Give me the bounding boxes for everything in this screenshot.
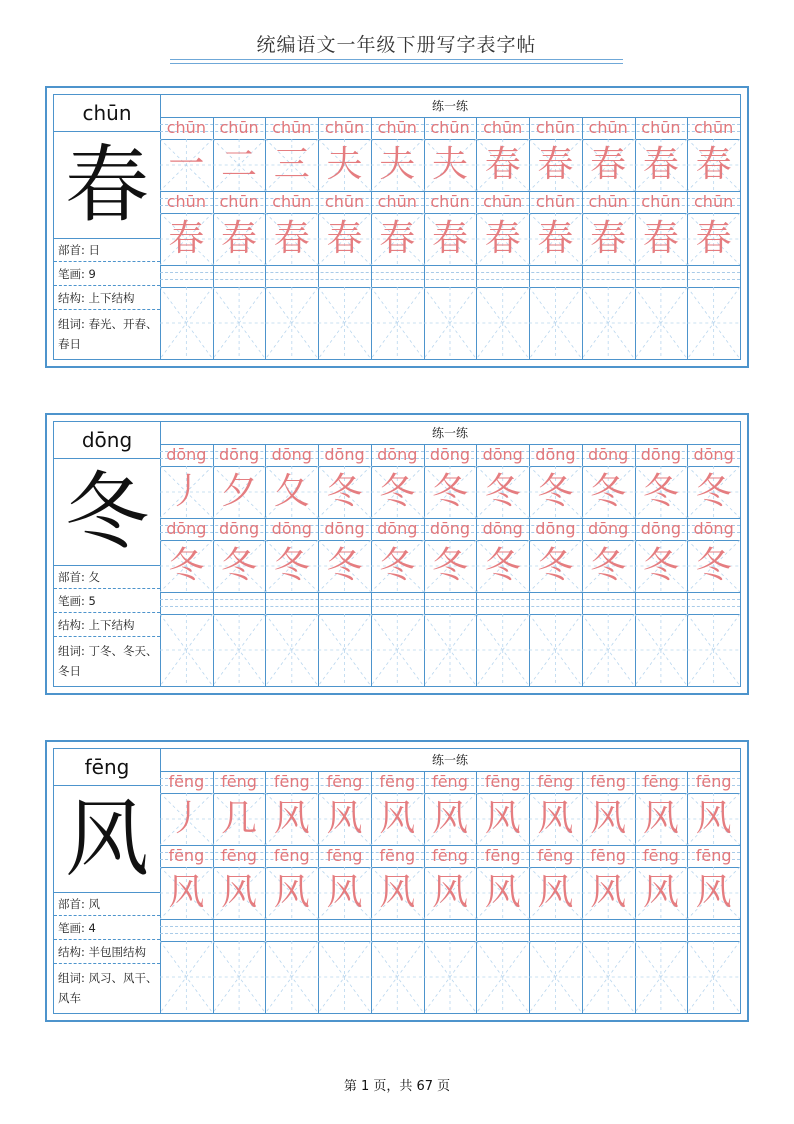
practice-pinyin: fēng [273,772,310,791]
trace-character: 风 [431,872,468,913]
trace-character: 冬 [695,471,732,512]
practice-header: 练一练 [160,422,740,445]
practice-grid [160,771,740,1013]
tianzige-guides [160,287,740,359]
trace-character: 风 [326,872,363,913]
character-card [45,740,749,1022]
trace-character: 夫 [326,144,363,185]
trace-character: 风 [484,798,521,839]
practice-pinyin: chūn [588,118,628,137]
practice-pinyin: chūn [324,192,365,211]
radical-label: 部首: 风 [54,892,160,916]
trace-character: 冬 [642,545,679,586]
practice-area [160,422,740,686]
trace-character: 春 [537,144,574,185]
practice-pinyin: fēng [273,846,310,865]
character-card [45,86,749,368]
trace-character: 春 [642,218,679,259]
trace-character: 冬 [484,471,521,512]
trace-character: 夫 [431,144,468,185]
character-info-panel [54,749,161,1013]
practice-pinyin: fēng [379,846,416,865]
practice-pinyin: fēng [221,772,257,791]
model-character: 冬 [54,459,160,566]
trace-character: 春 [484,218,521,259]
practice-pinyin: fēng [432,846,468,865]
trace-character: 风 [379,872,416,913]
trace-character: 夫 [379,144,416,185]
practice-pinyin: dōng [693,519,734,538]
pinyin-guide-line [160,926,740,927]
structure-label: 结构: 上下结构 [54,613,160,637]
trace-character: 风 [590,798,627,839]
stroke-count-label: 笔画: 9 [54,262,160,286]
model-character: 春 [54,132,160,239]
character-pinyin: dōng [54,422,160,459]
practice-pinyin: dōng [377,445,418,464]
trace-character: 春 [273,218,310,259]
character-info-panel [54,95,161,359]
trace-character: 丿 [168,798,205,839]
practice-pinyin: fēng [590,772,627,791]
trace-character: 风 [695,798,732,839]
practice-pinyin: dōng [588,519,629,538]
radical-label: 部首: 日 [54,238,160,262]
trace-character: 冬 [379,471,416,512]
trace-character: 三 [273,144,310,185]
practice-pinyin: chūn [483,118,523,137]
trace-character: 丿 [168,471,205,512]
trace-character: 冬 [326,545,363,586]
practice-header: 练一练 [160,95,740,118]
practice-pinyin: dōng [535,519,576,538]
title-divider [170,59,623,64]
trace-character: 春 [168,218,205,259]
practice-pinyin: fēng [642,846,679,865]
practice-pinyin: fēng [379,772,416,791]
practice-pinyin: fēng [168,772,205,791]
practice-grid [160,444,740,686]
character-card [45,413,749,695]
tianzige-guides [160,614,740,686]
practice-pinyin: dōng [588,445,629,464]
practice-pinyin: fēng [590,846,627,865]
trace-character: 二 [221,144,258,185]
trace-character: 夂 [273,471,310,512]
practice-pinyin: dōng [271,445,312,464]
trace-character: 风 [537,798,574,839]
practice-pinyin: fēng [537,846,574,865]
pinyin-guide-line [160,272,740,273]
structure-label: 结构: 半包围结构 [54,940,160,964]
trace-character: 冬 [537,471,574,512]
practice-pinyin: dōng [640,445,681,464]
stroke-count-label: 笔画: 4 [54,916,160,940]
trace-character: 风 [168,872,205,913]
trace-character: 春 [431,218,468,259]
character-pinyin: chūn [54,95,160,132]
trace-character: 风 [273,872,310,913]
practice-pinyin: chūn [430,118,470,137]
practice-pinyin: fēng [695,772,732,791]
trace-character: 风 [590,872,627,913]
trace-character: 春 [695,218,732,259]
trace-character: 夕 [221,471,258,512]
trace-character: 冬 [590,545,627,586]
practice-pinyin: chūn [641,118,681,137]
stroke-count-label: 笔画: 5 [54,589,160,613]
practice-pinyin: dōng [429,519,471,538]
practice-pinyin: fēng [221,846,257,865]
trace-character: 风 [326,798,363,839]
practice-pinyin: chūn [694,118,734,137]
trace-character: 春 [642,144,679,185]
pinyin-guide-line [160,279,740,280]
practice-pinyin: fēng [326,846,363,865]
practice-pinyin: dōng [535,445,576,464]
practice-pinyin: dōng [166,445,207,464]
trace-character: 春 [379,218,416,259]
practice-pinyin: chūn [166,192,206,211]
trace-character: 冬 [642,471,679,512]
trace-character: 冬 [379,545,416,586]
trace-character: 风 [484,872,521,913]
trace-character: 冬 [431,471,468,512]
practice-pinyin: fēng [484,846,521,865]
practice-pinyin: chūn [535,192,576,211]
grid-line [160,919,740,920]
practice-pinyin: dōng [482,445,523,464]
trace-character: 一 [168,144,205,185]
practice-area [160,749,740,1013]
trace-character: 风 [273,798,310,839]
practice-pinyin: chūn [535,118,576,137]
word-examples: 组词: 风习、风干、风车 [58,971,158,1005]
trace-character: 风 [431,798,468,839]
practice-pinyin: chūn [641,192,681,211]
trace-character: 春 [590,218,627,259]
model-character: 风 [54,786,160,893]
practice-pinyin: dōng [377,519,418,538]
practice-pinyin: chūn [219,118,259,137]
page-footer: 第 1 页，共 67 页 [343,1079,451,1094]
practice-pinyin: dōng [166,519,207,538]
practice-pinyin: fēng [642,772,679,791]
practice-area [160,95,740,359]
practice-pinyin: chūn [430,192,470,211]
trace-character: 冬 [590,471,627,512]
trace-character: 春 [221,218,258,259]
trace-character: 风 [642,872,679,913]
practice-header: 练一练 [160,749,740,772]
trace-character: 春 [484,144,521,185]
pinyin-guide-line [160,599,740,600]
trace-character: 冬 [695,545,732,586]
practice-pinyin: chūn [483,192,523,211]
trace-character: 风 [537,872,574,913]
practice-pinyin: chūn [272,118,312,137]
trace-character: 冬 [484,545,521,586]
practice-pinyin: dōng [324,519,365,538]
practice-pinyin: chūn [166,118,206,137]
practice-pinyin: dōng [324,445,365,464]
structure-label: 结构: 上下结构 [54,286,160,310]
character-pinyin: fēng [54,749,160,786]
trace-character: 春 [590,144,627,185]
practice-pinyin: dōng [482,519,523,538]
grid-line [160,592,740,593]
practice-pinyin: chūn [219,192,259,211]
trace-character: 春 [695,144,732,185]
trace-character: 春 [537,218,574,259]
word-examples: 组词: 丁冬、冬天、冬日 [58,644,158,678]
pinyin-guide-line [160,606,740,607]
practice-pinyin: chūn [377,192,417,211]
trace-character: 冬 [431,545,468,586]
trace-character: 风 [221,872,258,913]
trace-character: 几 [221,798,258,839]
practice-pinyin: chūn [694,192,734,211]
character-info-panel [54,422,161,686]
page-title: 统编语文一年级下册写字表字帖 [256,34,537,56]
trace-character: 冬 [537,545,574,586]
practice-grid [160,117,740,359]
radical-label: 部首: 夂 [54,565,160,589]
practice-pinyin: dōng [218,519,260,538]
practice-pinyin: fēng [432,772,468,791]
practice-pinyin: chūn [588,192,628,211]
trace-character: 冬 [326,471,363,512]
practice-pinyin: fēng [537,772,574,791]
practice-pinyin: dōng [429,445,471,464]
practice-pinyin: dōng [218,445,260,464]
trace-character: 冬 [168,545,205,586]
trace-character: 冬 [273,545,310,586]
practice-pinyin: chūn [324,118,365,137]
grid-line [160,265,740,266]
practice-pinyin: chūn [377,118,417,137]
trace-character: 风 [642,798,679,839]
tianzige-guides [160,941,740,1013]
trace-character: 冬 [221,545,258,586]
practice-pinyin: fēng [484,772,521,791]
practice-pinyin: dōng [693,445,734,464]
practice-pinyin: fēng [695,846,732,865]
word-examples: 组词: 春光、开春、春日 [58,317,158,351]
practice-pinyin: chūn [272,192,312,211]
practice-pinyin: dōng [640,519,681,538]
trace-character: 春 [326,218,363,259]
practice-pinyin: fēng [326,772,363,791]
practice-pinyin: dōng [271,519,312,538]
pinyin-guide-line [160,933,740,934]
practice-pinyin: fēng [168,846,205,865]
trace-character: 风 [695,872,732,913]
trace-character: 风 [379,798,416,839]
